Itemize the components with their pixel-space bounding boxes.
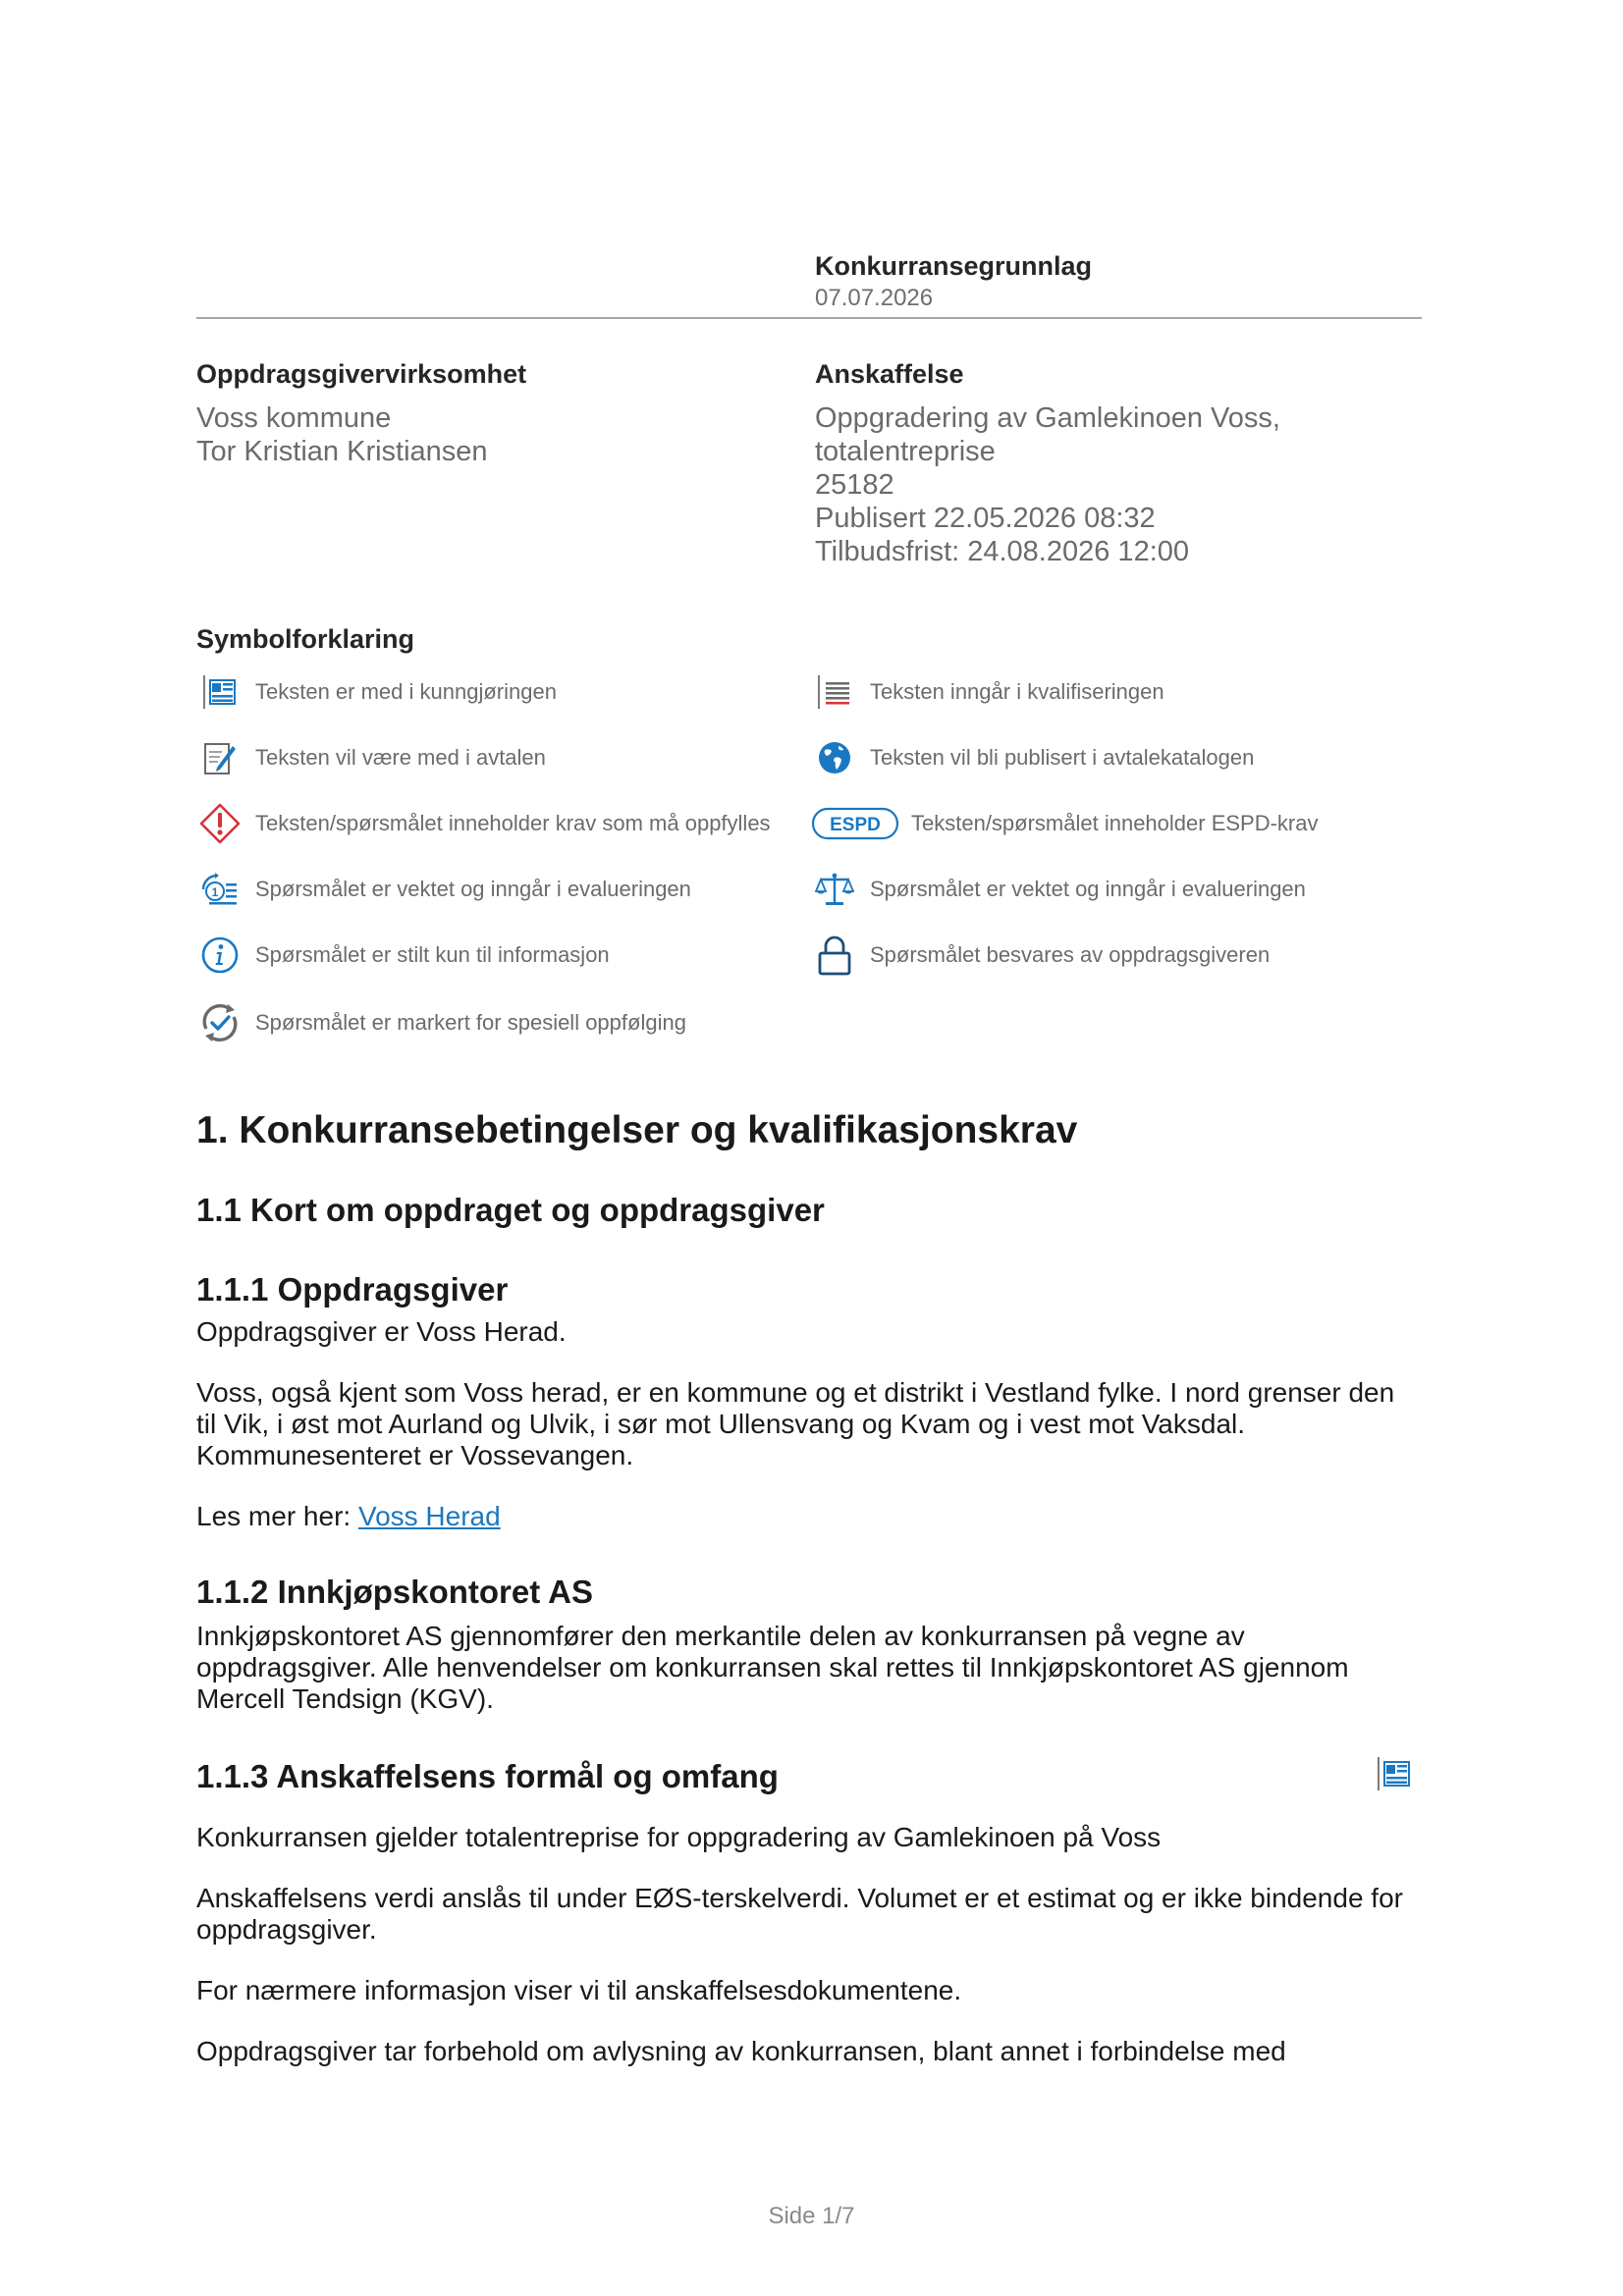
legend-item [196, 800, 771, 847]
paragraph: Innkjøpskontoret AS gjennomfører den merkantile delen av konkurransen på vegne av oppdragsgiver. Alle henvendelser om konkurransen skal rettes til Innkjøpskontoret AS gjennom Mercell Tendsign (KGV). [196, 1621, 1349, 1714]
legend-item [811, 800, 1319, 847]
announcement-icon [1375, 1754, 1414, 1798]
procurement-name-cont: totalentreprise [815, 436, 996, 467]
weighted-list-icon [196, 866, 243, 913]
globe-icon [811, 734, 858, 781]
client-contact: Tor Kristian Kristiansen [196, 436, 488, 467]
paragraph: Voss, også kjent som Voss herad, er en kommune og et distrikt i Vestland fylke. I nord grenser den til Vik, i øst mot Aurland og Ulvik, i sør mot Ullensvang og Kvam og i vest mot Vaksdal. Kommunesenteret er Vossevangen. [196, 1377, 1395, 1470]
followup-icon [196, 999, 243, 1046]
lock-icon [811, 932, 858, 979]
legend-item [196, 932, 610, 979]
legend-text: Teksten inngår i kvalifiseringen [870, 679, 1164, 704]
procurement-deadline: Tilbudsfrist: 24.08.2026 12:00 [815, 536, 1190, 567]
document-date: 07.07.2026 [815, 285, 934, 311]
voss-herad-link[interactable]: Voss Herad [357, 1501, 501, 1531]
client-name: Voss kommune [196, 402, 392, 434]
contract-icon [196, 734, 243, 781]
legend-text: Spørsmålet er stilt kun til informasjon [255, 942, 610, 967]
legend-text: Teksten vil være med i avtalen [255, 745, 546, 770]
read-more-label: Les mer her: [196, 1501, 358, 1531]
paragraph: Konkurransen gjelder totalentreprise for oppgradering av Gamlekinoen på Voss [196, 1822, 1162, 1852]
announcement-icon [196, 668, 243, 716]
legend-text: Spørsmålet besvares av oppdragsgiveren [870, 942, 1271, 967]
section-heading-1-1-3: 1.1.3 Anskaffelsens formål og omfang [196, 1757, 779, 1794]
legend-title: Symbolforklaring [196, 624, 415, 654]
legend-text: Teksten/spørsmålet inneholder krav som må oppfylles [255, 811, 771, 835]
document-header [815, 251, 1092, 312]
legend-text: Teksten/spørsmålet inneholder ESPD-krav [911, 811, 1319, 835]
info-icon [196, 932, 243, 979]
legend-text: Teksten er med i kunngjøringen [255, 679, 557, 704]
legend-text: Teksten vil bli publisert i avtalekatalogen [870, 745, 1255, 770]
document-type: Konkurransegrunnlag [815, 251, 1093, 281]
procurement-title: Anskaffelse [815, 359, 964, 389]
procurement-published: Publisert 22.05.2026 08:32 [815, 503, 1156, 534]
legend-text: Spørsmålet er vektet og inngår i evalueringen [255, 877, 691, 901]
svg-text:1: 1 [211, 885, 219, 899]
legend-item [811, 866, 1306, 913]
client-title: Oppdragsgivervirksomhet [196, 359, 527, 389]
section-heading-1-1-2: 1.1.2 Innkjøpskontoret AS [196, 1574, 594, 1610]
legend-item [811, 932, 1270, 979]
section-heading-1-1-1: 1.1.1 Oppdragsgiver [196, 1271, 509, 1308]
procurement-name: Oppgradering av Gamlekinoen Voss, [815, 402, 1280, 434]
document-body [196, 1109, 1422, 2067]
legend-item [196, 866, 691, 913]
espd-icon [811, 800, 899, 847]
read-more-paragraph [196, 1501, 1422, 1532]
legend-item [196, 734, 546, 781]
scale-icon [811, 866, 858, 913]
section-heading-1: 1. Konkurransebetingelser og kvalifikasjonskrav [196, 1109, 1078, 1151]
qualification-icon [811, 668, 858, 716]
legend-item [196, 668, 557, 716]
legend-item [811, 668, 1164, 716]
section-heading-row [196, 1754, 1422, 1798]
procurement-info [815, 359, 1280, 568]
paragraph: Oppdragsgiver er Voss Herad. [196, 1316, 567, 1347]
legend-item [196, 999, 686, 1046]
header-divider [196, 317, 1422, 319]
procurement-number: 25182 [815, 469, 894, 501]
paragraph: For nærmere informasjon viser vi til anskaffelsesdokumentene. [196, 1975, 962, 2005]
legend-text: Spørsmålet er markert for spesiell oppfølging [255, 1010, 686, 1035]
warning-icon [196, 800, 243, 847]
client-info [196, 359, 526, 468]
espd-badge-text: ESPD [830, 815, 881, 835]
page-number: Side 1/7 [768, 2203, 855, 2229]
legend-text: Spørsmålet er vektet og inngår i evalueringen [870, 877, 1306, 901]
section-heading-1-1: 1.1 Kort om oppdraget og oppdragsgiver [196, 1192, 825, 1228]
legend-item [811, 734, 1254, 781]
paragraph: Anskaffelsens verdi anslås til under EØS-terskelverdi. Volumet er et estimat og er ikke bindende for oppdragsgiver. [196, 1883, 1403, 1945]
paragraph: Oppdragsgiver tar forbehold om avlysning av konkurransen, blant annet i forbindelse med [196, 2036, 1286, 2066]
